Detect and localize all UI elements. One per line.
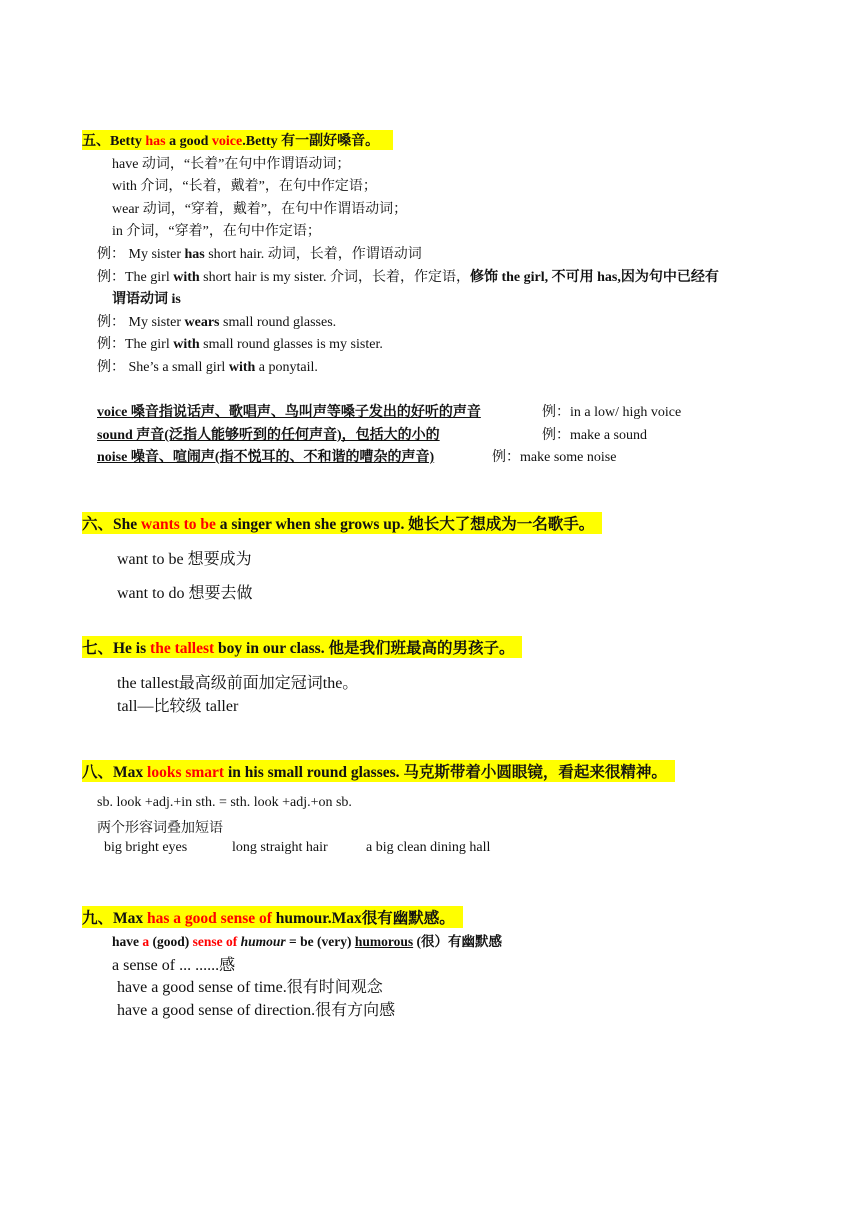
note-want-to-be: want to be 想要成为 xyxy=(117,551,252,568)
note-sense-of: a sense of ... ......感 xyxy=(112,957,236,974)
phrase-big-bright-eyes: big bright eyes xyxy=(104,840,188,855)
voice-example: 例：in a low/ high voice xyxy=(542,405,682,420)
heading-section-9: 九、Max has a good sense of humour.Max很有幽默感。 xyxy=(82,906,463,928)
noise-definition: noise 噪音、喧闹声(指不悦耳的、不和谐的嘈杂的声音) xyxy=(97,450,435,465)
note-wear: wear 动词，“穿着，戴着”，在句中作谓语动词； xyxy=(112,202,408,217)
heading-section-6: 六、She wants to be a singer when she grows up. 她长大了想成为一名歌手。 xyxy=(82,512,602,534)
voice-definition: voice 嗓音指说话声、歌唱声、鸟叫声等嗓子发出的好听的声音 xyxy=(97,405,481,420)
example-5: 例： She’s a small girl with a ponytail. xyxy=(97,360,318,375)
example-1: 例： My sister has short hair. 动词，长着，作谓语动词 xyxy=(97,247,422,262)
noise-example: 例：make some noise xyxy=(492,450,617,465)
note-superlative: the tallest最高级前面加定冠词the。 xyxy=(117,675,359,692)
example-2-continued: 谓语动词 is xyxy=(112,292,181,307)
note-in: in 介词，“穿着”，在句中作定语； xyxy=(112,224,321,239)
phrase-dining-hall: a big clean dining hall xyxy=(366,840,491,855)
example-2: 例：The girl with short hair is my sister. 介词，长着，作定语，修饰 the girl, 不可用 has,因为句中已经有 xyxy=(97,270,719,285)
example-sense-of-time: have a good sense of time.很有时间观念 xyxy=(117,979,383,996)
sound-definition: sound 声音(泛指人能够听到的任何声音)，包括大的小的 xyxy=(97,428,440,443)
example-4: 例：The girl with small round glasses is my sister. xyxy=(97,337,383,352)
note-look-pattern: sb. look +adj.+in sth. = sth. look +adj.+on sb. xyxy=(97,795,352,810)
heading-section-8: 八、Max looks smart in his small round glasses. 马克斯带着小圆眼镜，看起来很精神。 xyxy=(82,760,675,782)
heading-section-7: 七、He is the tallest boy in our class. 他是我们班最高的男孩子。 xyxy=(82,636,522,658)
heading-section-5: 五、Betty has a good voice.Betty 有一副好嗓音。 xyxy=(82,130,393,150)
note-have: have 动词，“长着”在句中作谓语动词； xyxy=(112,157,351,172)
note-with: with 介词，“长着，戴着”，在句中作定语； xyxy=(112,179,377,194)
note-comparative: tall—比较级 taller xyxy=(117,698,239,715)
phrase-long-straight-hair: long straight hair xyxy=(232,840,328,855)
example-3: 例： My sister wears small round glasses. xyxy=(97,315,337,330)
sound-example: 例：make a sound xyxy=(542,428,647,443)
note-adjective-stacking: 两个形容词叠加短语 xyxy=(97,821,223,836)
example-sense-of-direction: have a good sense of direction.很有方向感 xyxy=(117,1002,396,1019)
note-want-to-do: want to do 想要去做 xyxy=(117,585,253,602)
humour-equivalence: have a (good) sense of humour = be (very) humorous (很）有幽默感 xyxy=(112,934,502,949)
